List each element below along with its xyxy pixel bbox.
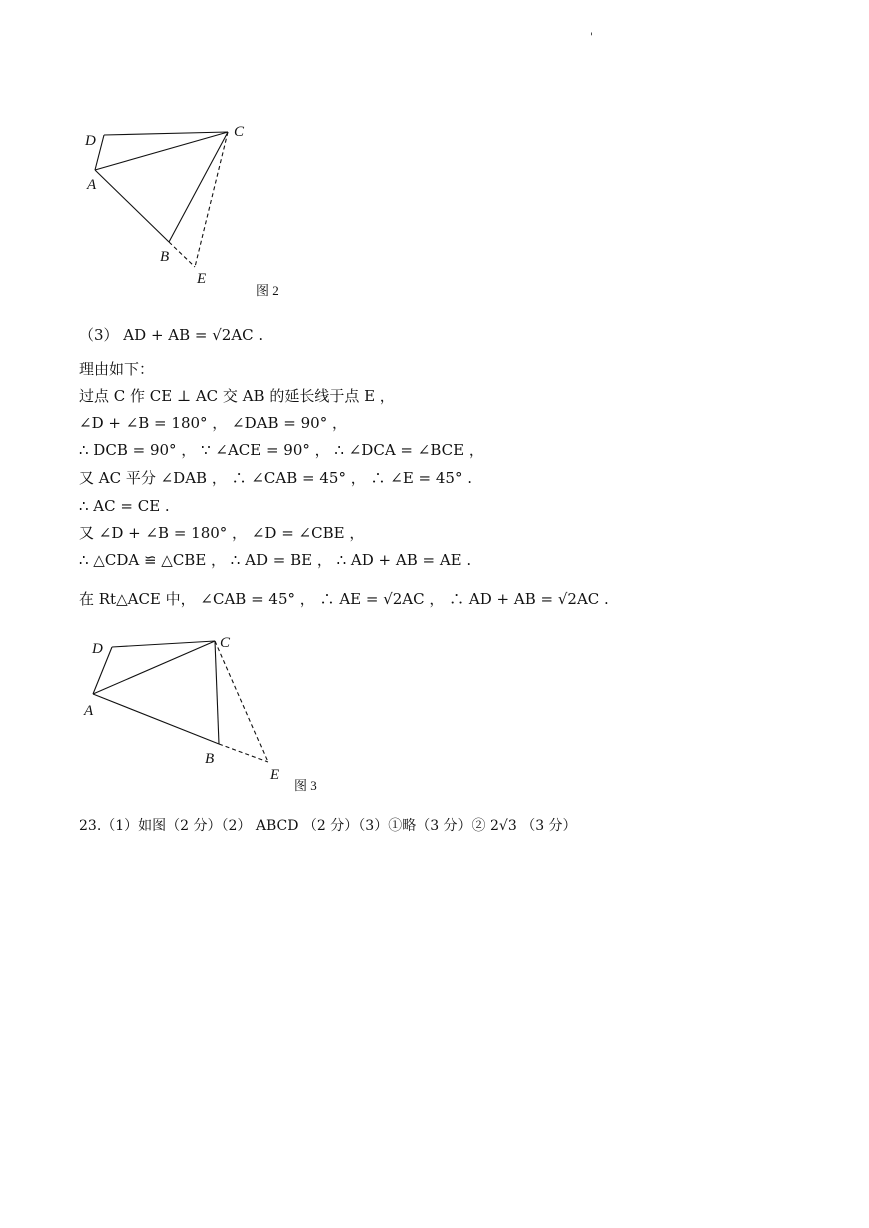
edge-be (169, 242, 195, 267)
label-d: D (92, 641, 103, 657)
text-line-3: 过点 C 作 CE ⊥ AC 交 AB 的延长线于点 E ， (79, 387, 395, 405)
edge-bc (169, 132, 228, 242)
page-mark: ' (590, 32, 593, 43)
label-c: C (234, 124, 245, 140)
text-line-2: 理由如下： (79, 360, 155, 378)
label-e: E (197, 271, 207, 287)
label-d: D (85, 133, 96, 149)
figure-2-caption: 图 2 (256, 283, 279, 298)
edge-be (219, 744, 268, 762)
label-b: B (205, 751, 215, 767)
edge-ac (95, 132, 228, 170)
label-a: A (84, 703, 94, 719)
edge-da (95, 135, 104, 170)
edge-ce (215, 641, 268, 762)
figure-3 (70, 628, 350, 803)
text-line-5: ∴ DCB = 90° ， ∵ ∠ACE = 90° ， ∴ ∠DCA = ∠BCE ， (79, 441, 484, 459)
label-e: E (270, 767, 280, 783)
text-line-6: 又 AC 平分 ∠DAB ， ∴ ∠CAB = 45° ， ∴ ∠E = 45° . (79, 469, 473, 487)
edge-ab (93, 694, 219, 744)
text-line-1: （3） AD + AB = √2AC . (79, 326, 264, 344)
label-b: B (160, 249, 170, 265)
edge-dc (104, 132, 228, 135)
edge-bc (215, 641, 219, 744)
text-line-9: ∴ △CDA ≌ △CBE ， ∴ AD = BE ， ∴ AD + AB = AE . (79, 551, 472, 569)
edge-ce (195, 132, 228, 267)
edge-ab (95, 170, 169, 242)
figure-3-caption: 图 3 (294, 778, 317, 793)
text-line-4: ∠D + ∠B = 180° ， ∠DAB = 90° ， (79, 414, 347, 432)
label-c: C (220, 635, 231, 651)
text-line-8: 又 ∠D + ∠B = 180° ， ∠D = ∠CBE ， (79, 524, 365, 542)
edge-dc (112, 641, 215, 647)
figure-2 (70, 115, 310, 305)
text-line-7: ∴ AC = CE . (79, 497, 170, 515)
label-a: A (87, 177, 97, 193)
answer-23: 23.（1）如图（2 分）（2） ABCD （2 分）（3）①略（3 分）② 2√3 （3 分） (79, 818, 577, 834)
text-line-10: 在 Rt△ACE 中， ∠CAB = 45° ， ∴ AE = √2AC ， ∴ AD + AB = √2AC . (79, 590, 609, 608)
